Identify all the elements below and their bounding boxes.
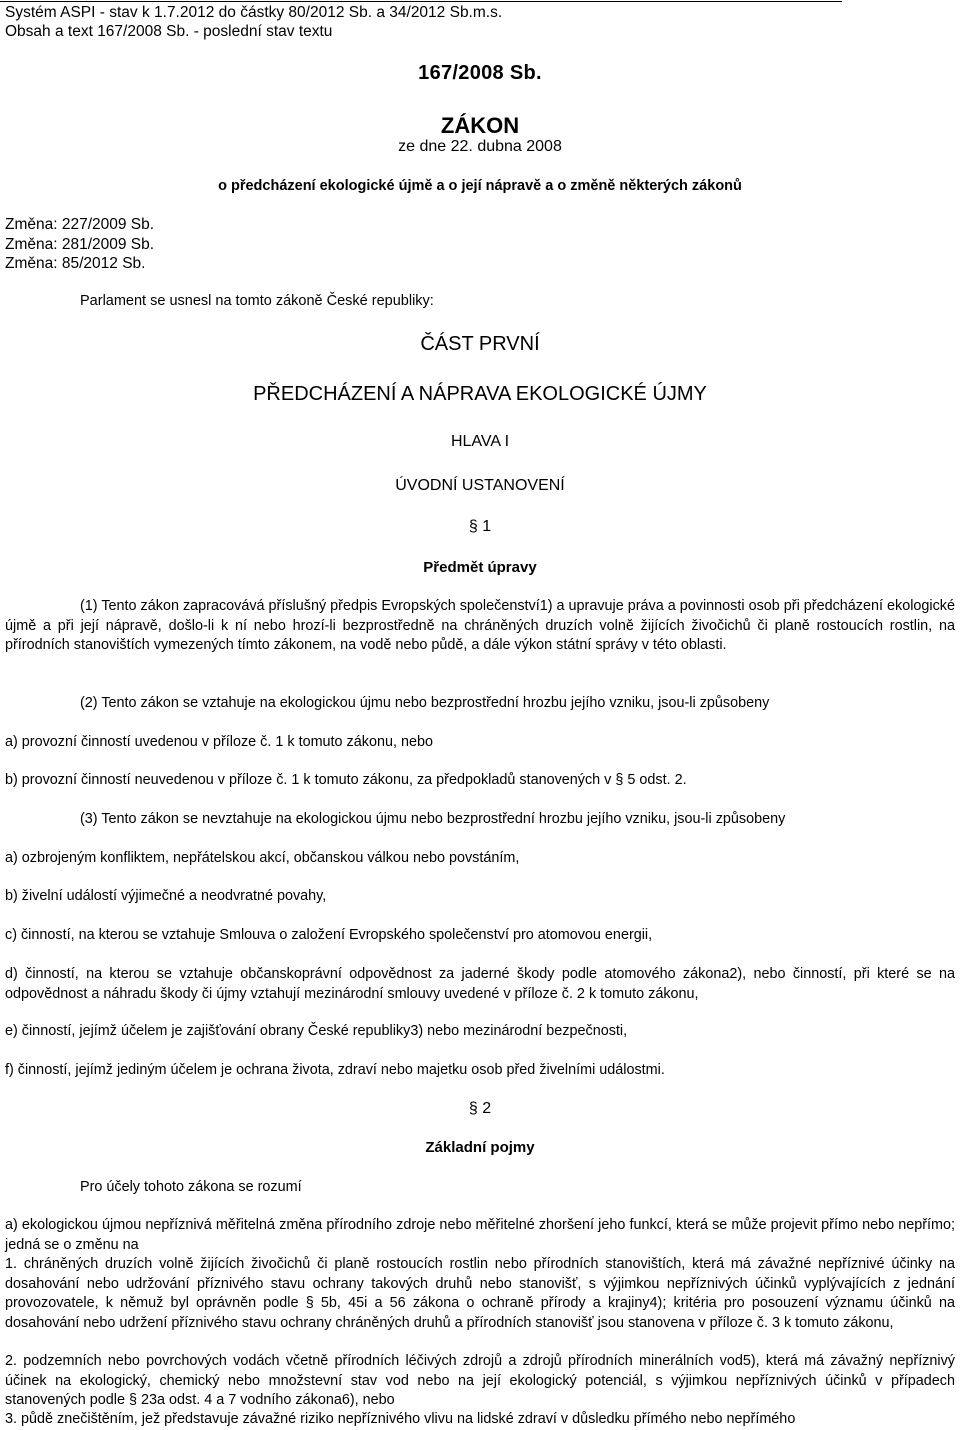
chapter-title: ÚVODNÍ USTANOVENÍ	[395, 477, 565, 494]
law-date: ze dne 22. dubna 2008	[398, 138, 562, 155]
law-subject: o předcházení ekologické újmě a o její nápravě a o změně některých zákonů	[218, 178, 742, 194]
section-2-number	[0, 1100, 960, 1118]
header-line-1: Systém ASPI - stav k 1.7.2012 do částky 80/2012 Sb. a 34/2012 Sb.m.s.	[5, 4, 503, 21]
top-rule	[0, 1, 842, 2]
section-2-item-a: a) ekologickou újmou nepříznivá měřitelná změna přírodního zdroje nebo měřitelné zhoršení jeho funkcí, která se může projevit přímo nebo nepřímo; jedná se o změnu na	[5, 1217, 955, 1253]
section-2-item-a2: 2. podzemních nebo povrchových vodách včetně přírodních léčivých zdrojů a zdrojů přírodních minerálních vod5), která má závažný nepříznivý účinek na ekologický, chemický nebo množstevní stav vod nebo na její ekologický potenciál, s výjimkou nepříznivých účinků v případech stanovených podle § 23a odst. 4 a 7 vodního zákona6), nebo	[5, 1353, 955, 1409]
section-1-item-3c: c) činností, na kterou se vztahuje Smlouva o založení Evropského společenství pro atomovou energii,	[5, 927, 653, 943]
section-1-number	[0, 518, 960, 536]
header-line-2: Obsah a text 167/2008 Sb. - poslední stav textu	[5, 23, 333, 40]
section-1-item-3a: a) ozbrojeným konfliktem, nepřátelskou akcí, občanskou válkou nebo povstáním,	[5, 850, 520, 866]
section-1-paragraph-3: (3) Tento zákon se nevztahuje na ekologickou újmu nebo bezprostřední hrozbu jejího vzniku, jsou-li způsobeny	[80, 811, 786, 827]
law-number: 167/2008 Sb.	[418, 62, 542, 84]
section-1-paragraph-2: (2) Tento zákon se vztahuje na ekologickou újmu nebo bezprostřední hrozbu jejího vzniku, jsou-li způsobeny	[80, 695, 770, 711]
section-2-item-a1: 1. chráněných druzích volně žijících živočichů či planě rostoucích rostlin nebo přírodních stanovištích, která má závažné nepříznivé účinky na dosahování nebo udržování příznivého stavu ochrany takových druhů nebo stanovišť, s výjimkou nepříznivých účinků vyplývajících z jednání provozovatele, k němuž byl oprávněn podle § 5b, 45i a 56 zákona o ochraně přírody a krajiny4); kritéria pro posouzení významu účinků na dosahování nebo udržení příznivého stavu ochrany chráněných druhů a přírodních stanovišť jsou stanovena v příloze č. 3 k tomuto zákonu,	[5, 1256, 955, 1331]
part-label: ČÁST PRVNÍ	[420, 333, 540, 355]
section-2-intro: Pro účely tohoto zákona se rozumí	[80, 1179, 302, 1195]
amendment-item: Změna: 85/2012 Sb.	[5, 255, 146, 272]
amendment-item: Změna: 281/2009 Sb.	[5, 235, 155, 253]
section-1-item-2b: b) provozní činností neuvedenou v příloze č. 1 k tomuto zákonu, za předpokladů stanovených v § 5 odst. 2.	[5, 772, 687, 788]
section-1-item-3f: f) činností, jejímž jediným účelem je ochrana života, zdraví nebo majetku osob před živelními událostmi.	[5, 1062, 665, 1078]
amendments-list	[5, 215, 154, 274]
section-1-item-3b: b) živelní událostí výjimečné a neodvratné povahy,	[5, 888, 327, 904]
section-2-heading: Základní pojmy	[425, 1139, 535, 1156]
section-number: 1	[482, 518, 492, 535]
section-1-heading: Předmět úpravy	[423, 559, 537, 576]
section-number: 2	[482, 1100, 492, 1117]
section-symbol: §	[468, 1100, 478, 1117]
part-title: PŘEDCHÁZENÍ A NÁPRAVA EKOLOGICKÉ ÚJMY	[253, 383, 707, 405]
section-1-item-2a: a) provozní činností uvedenou v příloze č. 1 k tomuto zákonu, nebo	[5, 734, 433, 750]
section-symbol: §	[468, 518, 478, 535]
section-1-item-3e: e) činností, jejímž účelem je zajišťování obrany České republiky3) nebo mezinárodní bezpečnosti,	[5, 1023, 628, 1039]
section-1-item-3d: d) činností, na kterou se vztahuje občanskoprávní odpovědnost za jaderné škody podle atomového zákona2), nebo činností, při které se na odpovědnost a náhradu škody či újmy vztahují mezinárodní smlouvy uvedené v příloze č. 2 k tomuto zákonu,	[5, 966, 955, 1002]
section-2-item-a3: 3. půdě znečištěním, jež představuje závažné riziko nepříznivého vlivu na lidské zdraví v důsledku přímého nebo nepřímého	[5, 1411, 796, 1427]
amendment-item: Změna: 227/2009 Sb.	[5, 216, 155, 233]
chapter-label: HLAVA I	[450, 433, 510, 450]
section-1-paragraph-1: (1) Tento zákon zapracovává příslušný předpis Evropských společenství1) a upravuje práva a povinnosti osob při předcházení ekologické újmě a při její nápravě, došlo-li k ní nebo hrozí-li bezprostředně na chráněných druzích volně žijících živočichů či planě rostoucích rostlin, na přírodních stanovištích vymezených tímto zákonem, na vodě nebo půdě, a dále výkon státní správy v této oblasti.	[5, 598, 955, 654]
law-type: ZÁKON	[440, 113, 520, 138]
preamble: Parlament se usnesl na tomto zákoně České republiky:	[80, 293, 434, 309]
